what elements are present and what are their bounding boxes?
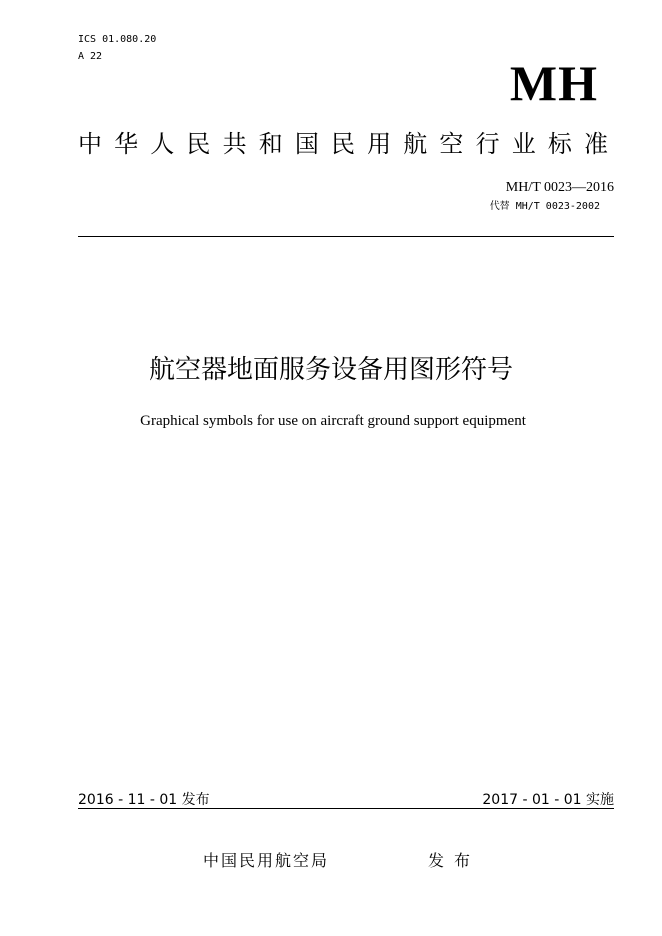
classification-code: A 22 (78, 51, 103, 62)
document-title-en: Graphical symbols for use on aircraft ground support equipment (140, 413, 526, 429)
implementation-date: 2017 - 01 - 01 实施 (482, 792, 614, 808)
document-title-cn: 航空器地面服务设备用图形符号 (148, 355, 513, 385)
issue-date: 2016 - 11 - 01 发布 (78, 792, 210, 808)
replaces-note: 代替 MH/T 0023-2002 (489, 201, 600, 212)
mh-logo: MH (509, 55, 598, 111)
top-divider (78, 236, 614, 237)
bottom-divider (78, 808, 614, 809)
standard-title: 中华人民共和国民用航空行业标准 (78, 130, 608, 158)
standard-code: MH/T 0023—2016 (505, 180, 614, 195)
issued-label: 发布 (428, 851, 481, 870)
issuing-authority: 中国民用航空局 (203, 851, 330, 870)
ics-code: ICS 01.080.20 (78, 34, 157, 45)
